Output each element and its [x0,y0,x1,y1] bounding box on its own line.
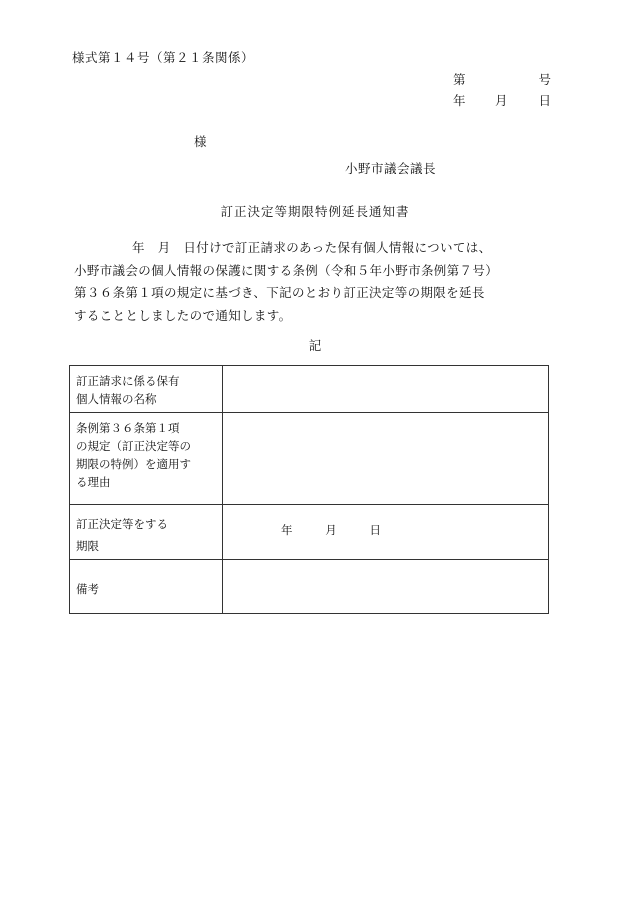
doc-number-prefix: 第 [453,72,466,87]
label-char: 個 [76,392,88,406]
info-name-value[interactable] [223,366,549,413]
addressee-suffix: 様 [194,134,207,149]
detail-table [69,365,549,614]
body-line: 年 月 日付けで訂正請求のあった保有個人情報については、 [132,240,492,255]
label-char: 訂 [76,517,88,531]
reason-value[interactable] [223,413,549,505]
date-month: 月 [495,93,508,108]
label-char: 等 [122,517,134,531]
form-number: 様式第１４号（第２１条関係） [72,50,255,65]
date-day: 日 [538,93,551,108]
deadline-day: 日 [369,523,381,537]
label-char: す [145,517,157,531]
body-line: することとしましたので通知します。 [74,307,292,323]
label-line [76,580,216,598]
label-line [76,390,216,408]
label-line [76,537,216,555]
remarks-label [70,560,223,614]
deadline-month: 月 [325,523,337,537]
label-char: 係 [133,374,145,388]
document-number [453,70,551,88]
label-char: る [156,517,168,531]
info-name-label [70,366,223,413]
deadline-date [281,522,381,538]
label-line: る理由 [76,475,111,489]
label-line: の規定（訂正決定等の [76,439,191,453]
label-char: 求 [110,374,122,388]
label-char: 名 [133,392,145,406]
label-char: 決 [99,517,111,531]
label-char: 称 [145,392,157,406]
reason-label [70,413,223,505]
label-char: に [122,374,134,388]
table-row [70,560,549,614]
label-char: 考 [87,582,99,596]
table-row [70,413,549,505]
body-line: 小野市議会の個人情報の保護に関する条例（令和５年小野市条例第７号） [74,262,499,278]
body-line: 第３６条第１項の規定に基づき、下記のとおり訂正決定等の期限を延長 [74,285,485,300]
label-char: 人 [87,392,99,406]
doc-number-suffix: 号 [538,72,551,87]
label-char: 情 [99,392,111,406]
table-row [70,366,549,413]
deadline-label [70,505,223,560]
label-char: 限 [87,539,99,553]
label-char: 報 [110,392,122,406]
document-title: 訂正決定等期限特例延長通知書 [220,204,410,219]
label-char: の [122,392,134,406]
date-year: 年 [453,93,466,108]
label-line [76,515,216,533]
label-char: る [145,374,157,388]
label-char: 保 [156,374,168,388]
sender: 小野市議会議長 [345,161,437,176]
label-line: 期限の特例）を適用す [76,457,191,471]
label-line [76,372,216,390]
label-char: 定 [110,517,122,531]
label-char: を [133,517,145,531]
label-char: 期 [76,539,88,553]
label-char: 請 [99,374,111,388]
label-char: 有 [168,374,180,388]
label-char: 訂 [76,374,88,388]
body-text [74,237,554,327]
label-char: 備 [76,582,88,596]
deadline-value[interactable] [223,505,549,560]
label-line: 条例第３６条第１項 [76,421,180,435]
remarks-value[interactable] [223,560,549,614]
table-row [70,505,549,560]
ki-mark: 記 [308,338,322,353]
deadline-year: 年 [281,523,293,537]
issue-date [453,91,551,109]
label-char: 正 [87,517,99,531]
label-char: 正 [87,374,99,388]
